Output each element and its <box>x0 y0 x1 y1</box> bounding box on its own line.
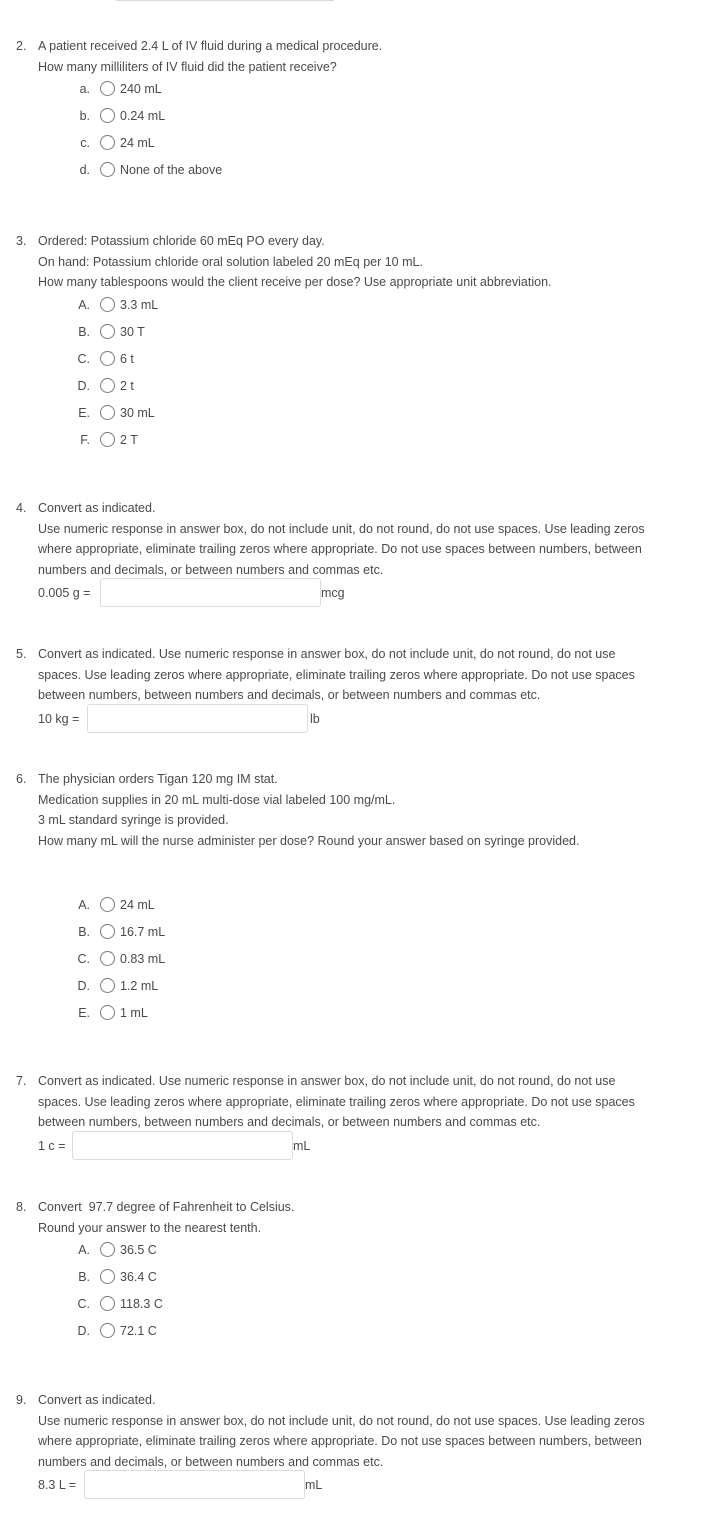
question-number: 4. <box>16 501 27 515</box>
question-number: 2. <box>16 39 27 53</box>
radio-button[interactable] <box>100 1323 115 1338</box>
question-text: numbers and decimals, or between numbers and commas etc. <box>38 562 384 577</box>
radio-button[interactable] <box>100 81 115 96</box>
option-letter: A. <box>78 1243 90 1257</box>
option-b[interactable] <box>58 922 712 949</box>
option-text: 72.1 C <box>120 1324 157 1338</box>
option-a[interactable] <box>58 295 712 322</box>
radio-button[interactable] <box>100 405 115 420</box>
option-letter: D. <box>77 1324 90 1338</box>
option-text: 240 mL <box>120 82 162 96</box>
question-text: A patient received 2.4 L of IV fluid during a medical procedure. <box>38 39 383 53</box>
option-c[interactable] <box>58 949 712 976</box>
question-text: On hand: Potassium chloride oral solution labeled 20 mEq per 10 mL. <box>38 254 423 269</box>
option-c[interactable] <box>58 1294 712 1321</box>
question-text: spaces. Use leading zeros where appropriate, eliminate trailing zeros where appropriate. Do not use spaces <box>38 667 635 682</box>
option-d[interactable] <box>58 376 712 403</box>
option-letter: b. <box>79 109 90 123</box>
question-number: 5. <box>16 647 27 661</box>
option-text: 24 mL <box>120 136 155 150</box>
radio-button[interactable] <box>100 924 115 939</box>
question-number: 6. <box>16 772 27 786</box>
answer-label: 10 kg = <box>38 711 80 726</box>
option-text: 1.2 mL <box>120 979 159 993</box>
option-text: 36.5 C <box>120 1243 157 1257</box>
option-text: 30 mL <box>120 405 155 420</box>
question-text: Convert as indicated. <box>38 501 156 515</box>
question-number: 3. <box>16 234 27 248</box>
option-letter: c. <box>80 136 90 150</box>
radio-button[interactable] <box>100 108 115 123</box>
option-text: 0.24 mL <box>120 109 166 123</box>
option-text: 30 T <box>120 324 145 339</box>
option-b[interactable] <box>58 1267 712 1294</box>
option-letter: C. <box>77 1297 90 1311</box>
answer-input[interactable] <box>72 1131 293 1160</box>
option-letter: a. <box>79 82 90 96</box>
option-letter: B. <box>78 324 90 339</box>
option-text: 24 mL <box>120 898 155 912</box>
option-text: 2 t <box>120 378 134 393</box>
radio-button[interactable] <box>100 162 115 177</box>
answer-label: 8.3 L = <box>38 1478 77 1492</box>
option-a[interactable] <box>58 79 712 106</box>
answer-input[interactable] <box>84 1470 305 1499</box>
question-text: Convert as indicated. Use numeric response in answer box, do not include unit, do not round, do not use <box>38 647 616 661</box>
question-text: between numbers, between numbers and decimals, or between numbers and commas etc. <box>38 1115 541 1129</box>
option-b[interactable] <box>58 106 712 133</box>
option-text: 3.3 mL <box>120 297 159 312</box>
question-number: 7. <box>16 1074 27 1088</box>
option-b[interactable] <box>58 322 712 349</box>
option-c[interactable] <box>58 133 712 160</box>
radio-button[interactable] <box>100 1005 115 1020</box>
answer-unit: mcg <box>321 586 345 600</box>
radio-button[interactable] <box>100 324 115 339</box>
question-text: How many milliliters of IV fluid did the patient receive? <box>38 59 337 74</box>
answer-input[interactable] <box>87 704 308 733</box>
option-text: 6 t <box>120 351 134 366</box>
option-letter: B. <box>78 925 90 939</box>
option-letter: C. <box>77 351 90 366</box>
radio-button[interactable] <box>100 135 115 150</box>
option-c[interactable] <box>58 349 712 376</box>
question-text: between numbers, between numbers and decimals, or between numbers and commas etc. <box>38 688 541 702</box>
question-text: 3 mL standard syringe is provided. <box>38 813 229 827</box>
option-letter: E. <box>78 1006 90 1020</box>
question-text: spaces. Use leading zeros where appropriate, eliminate trailing zeros where appropriate. Do not use spaces <box>38 1094 635 1109</box>
radio-button[interactable] <box>100 951 115 966</box>
question-text: numbers and decimals, or between numbers and commas etc. <box>38 1454 384 1469</box>
question-number: 9. <box>16 1393 27 1407</box>
radio-button[interactable] <box>100 351 115 366</box>
option-text: 16.7 mL <box>120 925 166 939</box>
option-letter: D. <box>77 378 90 393</box>
answer-unit: lb <box>310 711 320 726</box>
option-f[interactable] <box>58 430 712 457</box>
option-e[interactable] <box>58 1003 712 1030</box>
radio-button[interactable] <box>100 978 115 993</box>
option-a[interactable] <box>58 1240 712 1267</box>
question-text: Convert as indicated. Use numeric response in answer box, do not include unit, do not round, do not use <box>38 1074 616 1088</box>
question-text: Use numeric response in answer box, do not include unit, do not round, do not use spaces. Use leading zeros <box>38 521 645 536</box>
top-divider <box>116 0 334 1</box>
question-text: Convert as indicated. <box>38 1393 156 1407</box>
answer-unit: mL <box>293 1138 311 1153</box>
option-a[interactable] <box>58 895 712 922</box>
radio-button[interactable] <box>100 1269 115 1284</box>
radio-button[interactable] <box>100 897 115 912</box>
question-text: How many tablespoons would the client receive per dose? Use appropriate unit abbreviation. <box>38 275 552 289</box>
option-d[interactable] <box>58 976 712 1003</box>
radio-button[interactable] <box>100 297 115 312</box>
option-text: 0.83 mL <box>120 952 166 966</box>
question-text: Convert 97.7 degree of Fahrenheit to Celsius. <box>38 1200 295 1214</box>
question-text: How many mL will the nurse administer per dose? Round your answer based on syringe provided. <box>38 833 580 848</box>
option-letter: C. <box>77 952 90 966</box>
option-text: None of the above <box>120 163 223 177</box>
question-text: Ordered: Potassium chloride 60 mEq PO every day. <box>38 234 325 248</box>
question-text: Round your answer to the nearest tenth. <box>38 1220 262 1235</box>
answer-input[interactable] <box>100 578 321 607</box>
option-d[interactable] <box>58 1321 712 1348</box>
option-letter: F. <box>80 432 90 447</box>
option-letter: d. <box>79 163 90 177</box>
question-number: 8. <box>16 1200 27 1214</box>
question-text: Use numeric response in answer box, do not include unit, do not round, do not use spaces. Use leading zeros <box>38 1413 645 1428</box>
radio-button[interactable] <box>100 1296 115 1311</box>
option-letter: B. <box>78 1270 90 1284</box>
radio-button[interactable] <box>100 1242 115 1257</box>
option-letter: A. <box>78 898 90 912</box>
answer-unit: mL <box>305 1478 323 1492</box>
option-letter: A. <box>78 297 90 312</box>
option-e[interactable] <box>58 403 712 430</box>
question-text: Medication supplies in 20 mL multi-dose vial labeled 100 mg/mL. <box>38 792 396 807</box>
option-text: 2 T <box>120 432 138 447</box>
option-letter: E. <box>78 405 90 420</box>
question-text: The physician orders Tigan 120 mg IM stat. <box>38 772 278 786</box>
answer-label: 1 c = <box>38 1138 66 1153</box>
question-text: where appropriate, eliminate trailing zeros where appropriate. Do not use spaces between numbers, between <box>38 1434 642 1448</box>
option-text: 1 mL <box>120 1006 148 1020</box>
answer-label: 0.005 g = <box>38 586 91 600</box>
question-text: where appropriate, eliminate trailing zeros where appropriate. Do not use spaces between numbers, between <box>38 542 642 556</box>
option-d[interactable] <box>58 160 712 187</box>
option-text: 36.4 C <box>120 1270 157 1284</box>
radio-button[interactable] <box>100 432 115 447</box>
option-text: 118.3 C <box>120 1297 163 1311</box>
option-letter: D. <box>77 979 90 993</box>
radio-button[interactable] <box>100 378 115 393</box>
